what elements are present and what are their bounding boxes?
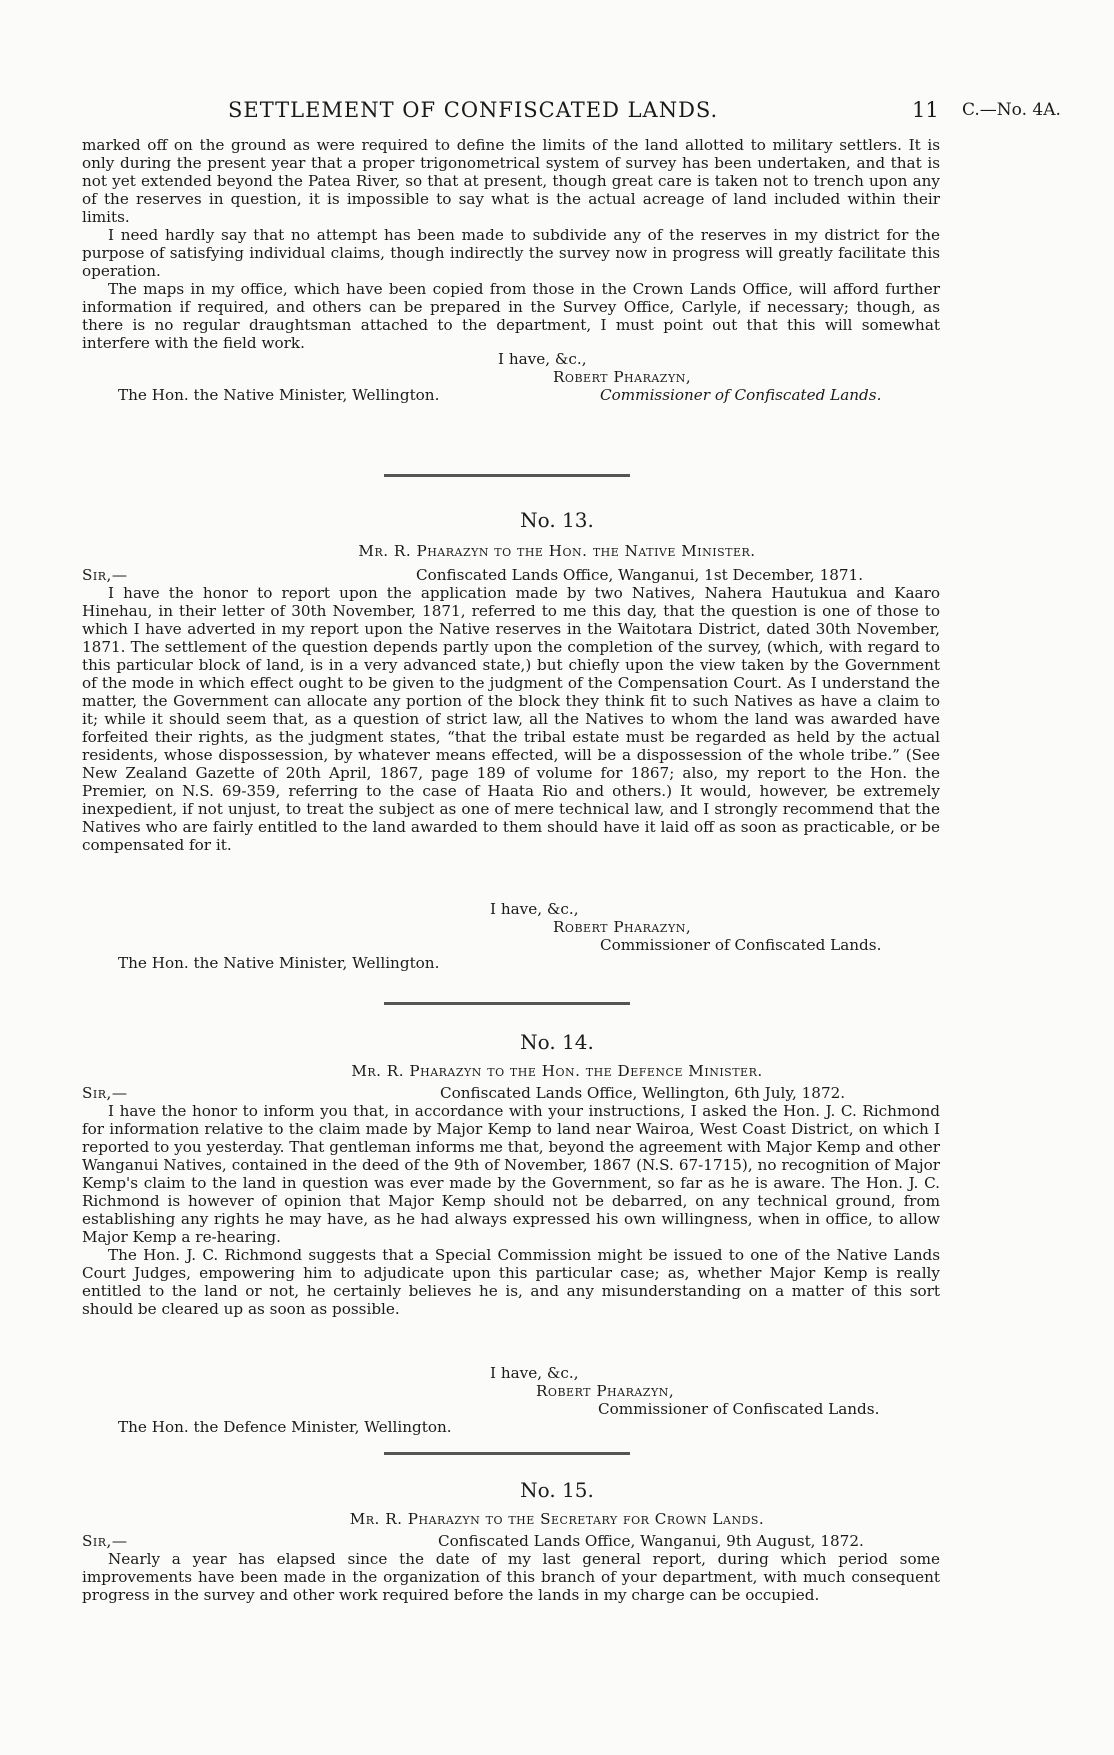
document-reference: C.—No. 4A. [962,100,1061,120]
dateline: Confiscated Lands Office, Wanganui, 1st December, 1871. [416,566,864,584]
addressee: The Hon. the Defence Minister, Wellington. [118,1418,452,1436]
letter-paragraph: Nearly a year has elapsed since the date of my last general report, during which period some improvements have been made in the organization of this branch of your department, with much consequent progress in the survey and other work required before the lands in my charge can be occupied. [82,1550,940,1604]
addressee: The Hon. the Native Minister, Wellington. [118,386,440,404]
section-divider [384,1002,630,1005]
letter-body [82,584,940,854]
page-header [0,98,1114,128]
signer-name: Robert Pharazyn, [553,918,692,936]
intro-paragraph-1: marked off on the ground as were required to define the limits of the land allotted to military settlers. It is only during the present year that a proper trigonometrical system of survey has been undertaken, and that is not yet extended beyond the Patea River, so that at present, though great care is taken not to trench upon any of the reserves in question, it is impossible to say what is the actual acreage of land included within their limits. [82,136,940,226]
page-number: 11 [912,98,939,122]
letter-paragraph: I have the honor to report upon the application made by two Natives, Nahera Hautukua and Kaaro Hinehau, in their letter of 30th November, 1871, referred to me this day, that the question is one of those to which I have adverted in my report upon the Native reserves in the Waitotara District, dated 30th November, 1871. The settlement of the question depends partly upon the completion of the survey, (which, with regard to this particular block of land, is in a very advanced state,) but chiefly upon the view taken by the Government of the mode in which effect ought to be given to the judgment of the Compensation Court. As I understand the matter, the Government can allocate any portion of the block they think fit to such Natives as have a claim to it; while it should seem that, as a question of strict law, all the Natives to whom the land was awarded have forfeited their rights, as the judgment states, “that the tribal estate must be regarded as held by the actual residents, whose dispossession, by whatever means effected, will be a dispossession of the whole tribe.” (See New Zealand Gazette of 20th April, 1867, page 189 of volume for 1867; also, my report to the Hon. the Premier, on N.S. 69-359, referring to the case of Haata Rio and others.) It would, however, be extremely inexpedient, if not unjust, to treat the subject as one of mere technical law, and I strongly recommend that the Natives who are fairly entitled to the land awarded to them should have it laid off as soon as practicable, or be compensated for it. [82,584,940,854]
closing: I have, &c., [498,350,587,368]
closing: I have, &c., [490,1364,579,1382]
signer-title: Commissioner of Confiscated Lands. [600,386,882,404]
running-title: SETTLEMENT OF CONFISCATED LANDS. [228,98,719,122]
signer-title: Commissioner of Confiscated Lands. [600,936,882,954]
section-divider [384,1452,630,1455]
letter-number: No. 13. [520,508,594,532]
salutation: Sir,— [82,566,128,584]
addressee: The Hon. the Native Minister, Wellington. [118,954,440,972]
intro-paragraph-3: The maps in my office, which have been copied from those in the Crown Lands Office, will afford further information if required, and others can be prepared in the Survey Office, Carlyle, if necessary; though, as there is no regular draughtsman attached to the department, I must point out that this will somewhat interfere with the field work. [82,280,940,352]
dateline: Confiscated Lands Office, Wellington, 6th July, 1872. [440,1084,846,1102]
letter-subhead: Mr. R. Pharazyn to the Hon. the Defence Minister. [351,1062,763,1080]
intro-text [82,136,940,352]
letter-number: No. 15. [520,1478,594,1502]
letter-paragraph: I have the honor to inform you that, in accordance with your instructions, I asked the Hon. J. C. Richmond for information relative to the claim made by Major Kemp to land near Wairoa, West Coast District, on which I reported to you yesterday. That gentleman informs me that, beyond the agreement with Major Kemp and other Wanganui Natives, contained in the deed of the 9th of November, 1867 (N.S. 67-1715), no recognition of Major Kemp's claim to the land in question was ever made by the Government, so far as he is aware. The Hon. J. C. Richmond is however of opinion that Major Kemp should not be debarred, on any technical ground, from establishing any rights he may have, as he had always expressed his own willingness, when in office, to allow Major Kemp a re-hearing. [82,1102,940,1246]
letter-subhead: Mr. R. Pharazyn to the Secretary for Crown Lands. [349,1510,765,1528]
letter-body [82,1550,940,1604]
signer-title: Commissioner of Confiscated Lands. [598,1400,880,1418]
dateline: Confiscated Lands Office, Wanganui, 9th August, 1872. [438,1532,864,1550]
letter-number: No. 14. [520,1030,594,1054]
section-divider [384,474,630,477]
intro-paragraph-2: I need hardly say that no attempt has been made to subdivide any of the reserves in my district for the purpose of satisfying individual claims, though indirectly the survey now in progress will greatly facilitate this operation. [82,226,940,280]
letter-subhead: Mr. R. Pharazyn to the Hon. the Native Minister. [358,542,756,560]
letter-paragraph: The Hon. J. C. Richmond suggests that a Special Commission might be issued to one of the Native Lands Court Judges, empowering him to adjudicate upon this particular case; as, whether Major Kemp is really entitled to the land or not, he certainly believes he is, and any misunderstanding on a matter of this sort should be cleared up as soon as possible. [82,1246,940,1318]
signer-name: Robert Pharazyn, [553,368,692,386]
salutation: Sir,— [82,1084,128,1102]
salutation: Sir,— [82,1532,128,1550]
signer-name: Robert Pharazyn, [536,1382,675,1400]
letter-body [82,1102,940,1318]
closing: I have, &c., [490,900,579,918]
